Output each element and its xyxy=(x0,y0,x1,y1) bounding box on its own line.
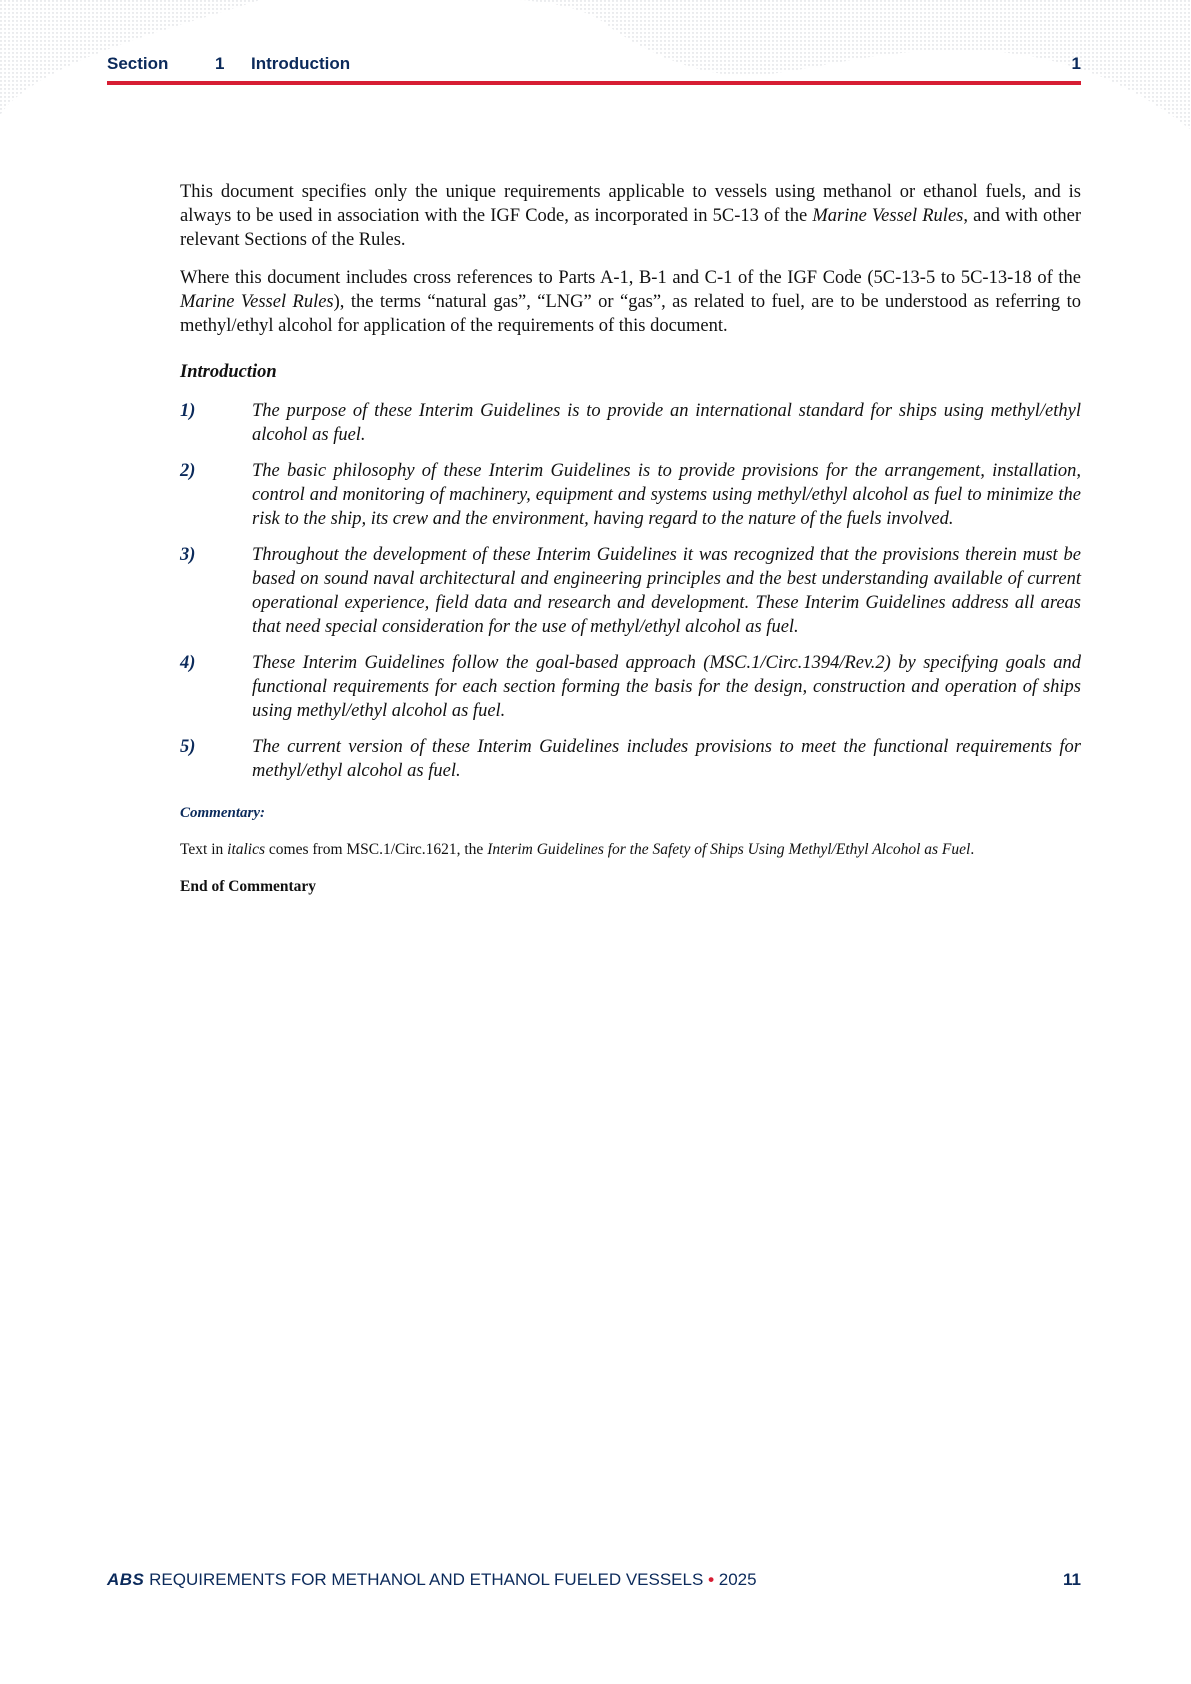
end-of-commentary: End of Commentary xyxy=(180,878,317,895)
footer-year: 2025 xyxy=(718,1570,757,1589)
paragraph-text: Where this document includes cross references to Parts A-1, B-1 and C-1 of the IGF Code (5C-13-5 to 5C-13-18 of the xyxy=(180,268,1081,288)
list-item xyxy=(180,651,1081,723)
paragraph-scope xyxy=(180,180,1081,252)
document-title: REQUIREMENTS FOR METHANOL AND ETHANOL FUELED VESSELS xyxy=(149,1570,704,1589)
section-label: Section xyxy=(107,54,169,73)
list-item-number: 2) xyxy=(180,461,196,481)
rules-reference: Marine Vessel Rules xyxy=(812,206,964,226)
list-item-number: 1) xyxy=(180,401,196,421)
header-rule xyxy=(107,81,1081,85)
list-item-number: 4) xyxy=(180,653,196,673)
commentary-italic: italics xyxy=(227,841,266,858)
list-item xyxy=(180,399,1081,447)
paragraph-text: ), the terms “natural gas”, “LNG” or “gas”, as related to fuel, are to be understood as referring to methyl/ethyl alcohol for application of the requirements of this document. xyxy=(180,292,1081,336)
paragraph-cross-references xyxy=(180,266,1081,338)
commentary-fragment: Text in xyxy=(180,841,228,858)
commentary-fragment: comes from MSC.1/Circ.1621, the xyxy=(265,841,488,858)
list-item xyxy=(180,735,1081,783)
list-item-number: 5) xyxy=(180,737,196,757)
commentary-text xyxy=(180,838,1081,862)
abs-logo-text: ABS xyxy=(107,1570,145,1589)
commentary-fragment: . xyxy=(970,841,975,858)
paragraph-text: This document specifies only the unique requirements applicable to vessels using methanol or ethanol fuels, and is always to be used in association with the IGF Code, as incorporated in 5C-13 of the xyxy=(180,182,1081,226)
footer-bullet: • xyxy=(708,1570,715,1589)
paragraph-text: , and with other relevant Sections of the Rules. xyxy=(180,206,1082,250)
list-item xyxy=(180,543,1081,639)
running-header xyxy=(107,54,1081,80)
commentary-label: Commentary: xyxy=(180,805,265,821)
list-item-text: Throughout the development of these Interim Guidelines it was recognized that the provisions therein must be based on sound naval architectural and engineering principles and the best understanding available of current operational experience, field data and research and development. These Interim Guidelines address all areas that need special consideration for the use of methyl/ethyl alcohol as fuel. xyxy=(252,545,1081,637)
header-page-ref: 1 xyxy=(1071,54,1081,73)
introduction-heading: Introduction xyxy=(180,362,277,382)
running-footer xyxy=(107,1570,1081,1596)
list-item-text: The basic philosophy of these Interim Guidelines is to provide provisions for the arrangement, installation, control and monitoring of machinery, equipment and systems using methyl/ethyl alcohol as fuel to minimize the risk to the ship, its crew and the environment, having regard to the nature of the fuels involved. xyxy=(252,461,1081,529)
page-number: 11 xyxy=(1063,1570,1081,1589)
list-item-text: The current version of these Interim Guidelines includes provisions to meet the functional requirements for methyl/ethyl alcohol as fuel. xyxy=(252,737,1081,781)
document-body xyxy=(180,180,1081,896)
list-item-number: 3) xyxy=(180,545,196,565)
rules-reference: Marine Vessel Rules xyxy=(180,292,334,312)
list-item-text: These Interim Guidelines follow the goal-based approach (MSC.1/Circ.1394/Rev.2) by specifying goals and functional requirements for each section forming the basis for the design, construction and operation of ships using methyl/ethyl alcohol as fuel. xyxy=(252,653,1081,721)
list-item xyxy=(180,459,1081,531)
guidelines-title: Interim Guidelines for the Safety of Ships Using Methyl/Ethyl Alcohol as Fuel xyxy=(487,841,971,858)
section-title: Introduction xyxy=(251,54,351,73)
list-item-text: The purpose of these Interim Guidelines is to provide an international standard for ships using methyl/ethyl alcohol as fuel. xyxy=(252,401,1081,445)
section-number: 1 xyxy=(215,54,225,73)
